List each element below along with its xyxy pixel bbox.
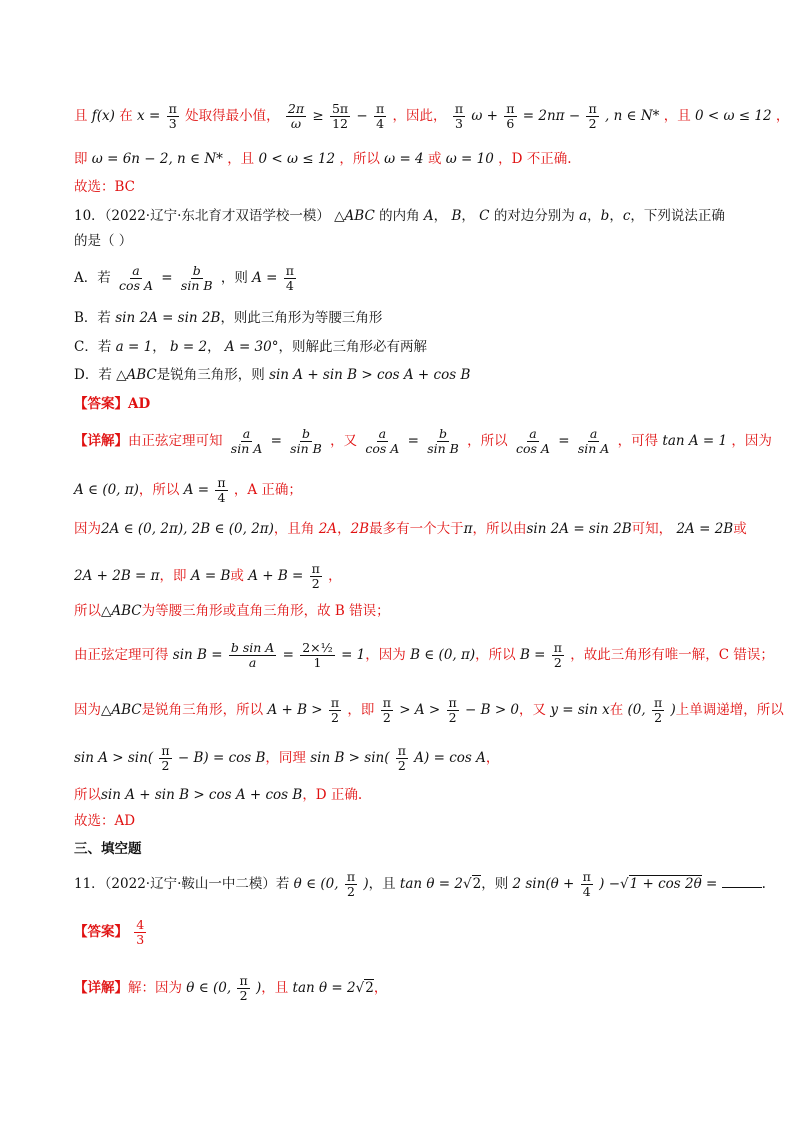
text: 的对边分别为 [493, 208, 575, 224]
math: C [479, 208, 490, 224]
detail-10-line-1: 【详解】由正弦定理可知 $\frac{a}{\text{sin A}}$ = $\frac{b}{\text{sin B}}$ ，又 $\frac{a}{\text{cos A}}$ = $\frac{b}{\text{sin B}}$ ，所以 $\frac{a}{\text{cos A}}$ = $\frac{a}{\text{sin A}}$ ，可得 tan A = 1 ，因为 [74, 426, 772, 456]
option-c: C．若 a = 1， b = 2， A = 30°，则解此三角形必有两解 [74, 339, 427, 355]
math: A [423, 208, 434, 224]
fraction: $\frac{\pi}{2}$ [239, 973, 248, 1003]
answer-10: 【答案】AD [74, 396, 151, 412]
detail-10-line-8: sin A > sin( $\frac{\pi}{2}$ − B) = cos B，同理 sin B > sin( $\frac{\pi}{2}$ A) = cos A， [74, 743, 500, 773]
option-b: B．若 sin 2A = sin 2B，则此三角形为等腰三角形 [74, 310, 383, 326]
text: 处取得最小值， [185, 108, 280, 124]
text: ，因此， [392, 108, 447, 124]
text: 或 [427, 151, 442, 167]
fraction: $\frac{a}{\text{cos A}}$ [515, 426, 550, 456]
math: ω = 10 [445, 151, 494, 167]
math: 0 < ω ≤ 12 [695, 108, 772, 124]
fraction: $\frac{b}{\text{sin B}}$ [180, 263, 213, 293]
text: ，D 不正确. [498, 151, 572, 167]
math: ω = 6n − 2, n ∈ N* [91, 151, 223, 167]
fraction: $\frac{\pi}{4}$ [285, 263, 294, 293]
math: △ABC [334, 208, 375, 224]
math: f(x) [91, 108, 115, 124]
fraction: $\frac{a}{\text{cos A}}$ [119, 263, 153, 293]
detail-tag: 【详解】 [74, 980, 128, 996]
solution-line-1 [74, 96, 790, 136]
question-10-line-1: 10．（2022·辽宁·东北育才双语学校一模） △ABC 的内角 A， B， C 的对边分别为 a，b，c，下列说法正确 [74, 208, 725, 224]
text: ， [775, 108, 790, 124]
math: ω = 4 [384, 151, 424, 167]
math: 0 < ω ≤ 12 [258, 151, 336, 167]
text: 且 [74, 108, 88, 124]
text: ，所以 [339, 151, 380, 167]
math: = 2nπ − [522, 108, 581, 124]
question-11: 11．（2022·辽宁·鞍山一中二模）若 θ ∈ (0, $\frac{\pi}{2}$ )，且 tan θ = 2√2，则 2 sin(θ + $\frac{\pi}{4}$ ) −√1 + cos 2θ = . [74, 869, 766, 899]
fraction: $\frac{\pi}{4}$ [582, 869, 591, 899]
fraction: $\frac{\pi}{3}$ [454, 101, 464, 131]
fraction: $\frac{\pi}{2}$ [330, 695, 340, 725]
math: − [356, 108, 368, 124]
text: 在 [119, 108, 133, 124]
answer-tag: 【答案】 [74, 396, 128, 412]
math: x = [137, 108, 161, 124]
fraction: $\frac{\text{b sin A}}{a}$ [230, 640, 275, 670]
fraction: $\frac{\pi}{6}$ [506, 101, 515, 131]
fraction: $\frac{\text{2×½}}{1}$ [302, 640, 333, 670]
option-d: D．若 △ABC是锐角三角形，则 sin A + sin B > cos A + cos B [74, 367, 471, 383]
detail-10-line-6: 由正弦定理可得 sin B = $\frac{\text{b sin A}}{a}$ = $\frac{\text{2×½}}{1}$ = 1，因为 B ∈ (0, π)，所以 B = $\frac{\pi}{2}$ ，故此三角形有唯一解，C 错误； [74, 640, 774, 670]
math: ω + [471, 108, 498, 124]
fraction: $\frac{\pi}{4}$ [376, 101, 385, 131]
text: 的内角 [379, 208, 420, 224]
answer-tag: 【答案】 [74, 924, 128, 940]
choice-line-ad: 故选：AD [74, 813, 136, 829]
option-a: A．若 $\frac{a}{\text{cos A}}$ = $\frac{b}{\text{sin B}}$ ，则 A = $\frac{\pi}{4}$ [74, 263, 294, 293]
text: ，且 [663, 108, 691, 124]
answer-11 [74, 912, 740, 952]
detail-10-line-3: 因为2A ∈ (0, 2π), 2B ∈ (0, 2π)，且角 2A，2B最多有一个大于π，所以由sin 2A = sin 2B可知， 2A = 2B或 [74, 521, 747, 537]
fraction: $\frac{\pi}{2}$ [588, 101, 597, 131]
detail-10-line-4: 2A + 2B = π，即 A = B或 A + B = $\frac{\pi}{2}$ ， [74, 561, 342, 591]
math: , n ∈ N* [604, 108, 660, 124]
answer-blank[interactable] [722, 887, 762, 888]
detail-10-line-2: A ∈ (0, π)，所以 A = $\frac{\pi}{4}$ ，A 正确； [74, 475, 302, 505]
choice-line-bc: 故选：BC [74, 179, 136, 195]
detail-10-line-9: 所以sin A + sin B > cos A + cos B，D 正确. [74, 787, 363, 803]
fraction: $\frac{\pi}{2}$ [311, 561, 320, 591]
fraction: $\frac{b}{\text{sin B}}$ [427, 426, 459, 456]
fraction: $\frac{4}{3}$ [136, 917, 145, 947]
math: ≥ [312, 108, 324, 124]
fraction: $\frac{\pi}{2}$ [397, 743, 406, 773]
section-heading: 三、填空题 [74, 841, 142, 857]
text: ，且 [227, 151, 255, 167]
detail-10-line-7: 因为△ABC是锐角三角形，所以 A + B > $\frac{\pi}{2}$ ，即 $\frac{\pi}{2}$ > A > $\frac{\pi}{2}$ − B > 0，又 y = sin x在 (0, $\frac{\pi}{2}$ )上单调递增，所以 [74, 695, 784, 725]
fraction: $\frac{\pi}{2}$ [653, 695, 663, 725]
fraction: $\frac{a}{\text{sin A}}$ [577, 426, 610, 456]
question-10-line-2: 的是（ ） [74, 233, 133, 249]
fraction: $\frac{a}{\text{cos A}}$ [365, 426, 400, 456]
fraction: $\frac{\pi}{2}$ [161, 743, 170, 773]
solution-line-2 [74, 148, 740, 170]
text: 即 [74, 151, 88, 167]
fraction: $\frac{b}{\text{sin B}}$ [290, 426, 322, 456]
fraction: $\frac{\pi}{2}$ [448, 695, 457, 725]
fraction: $\frac{\pi}{2}$ [382, 695, 391, 725]
math: B [451, 208, 462, 224]
fraction: $\frac{2\pi}{\omega}$ [287, 101, 305, 131]
detail-tag: 【详解】 [74, 433, 128, 449]
fraction: $\frac{\pi}{3}$ [168, 101, 177, 131]
detail-10-line-5: 所以△ABC为等腰三角形或直角三角形，故 B 错误； [74, 603, 390, 619]
fraction: $\frac{5\pi}{12}$ [331, 101, 349, 131]
fraction: $\frac{\pi}{2}$ [553, 640, 562, 670]
fraction: $\frac{\pi}{4}$ [217, 475, 226, 505]
fraction: $\frac{\pi}{2}$ [346, 869, 356, 899]
fraction: $\frac{a}{\text{sin A}}$ [230, 426, 263, 456]
text: A．若 [74, 270, 111, 286]
text: 10．（2022·辽宁·东北育才双语学校一模） [74, 208, 330, 224]
detail-11: 【详解】解：因为 θ ∈ (0, $\frac{\pi}{2}$ )，且 tan θ = 2√2， [74, 973, 388, 1003]
